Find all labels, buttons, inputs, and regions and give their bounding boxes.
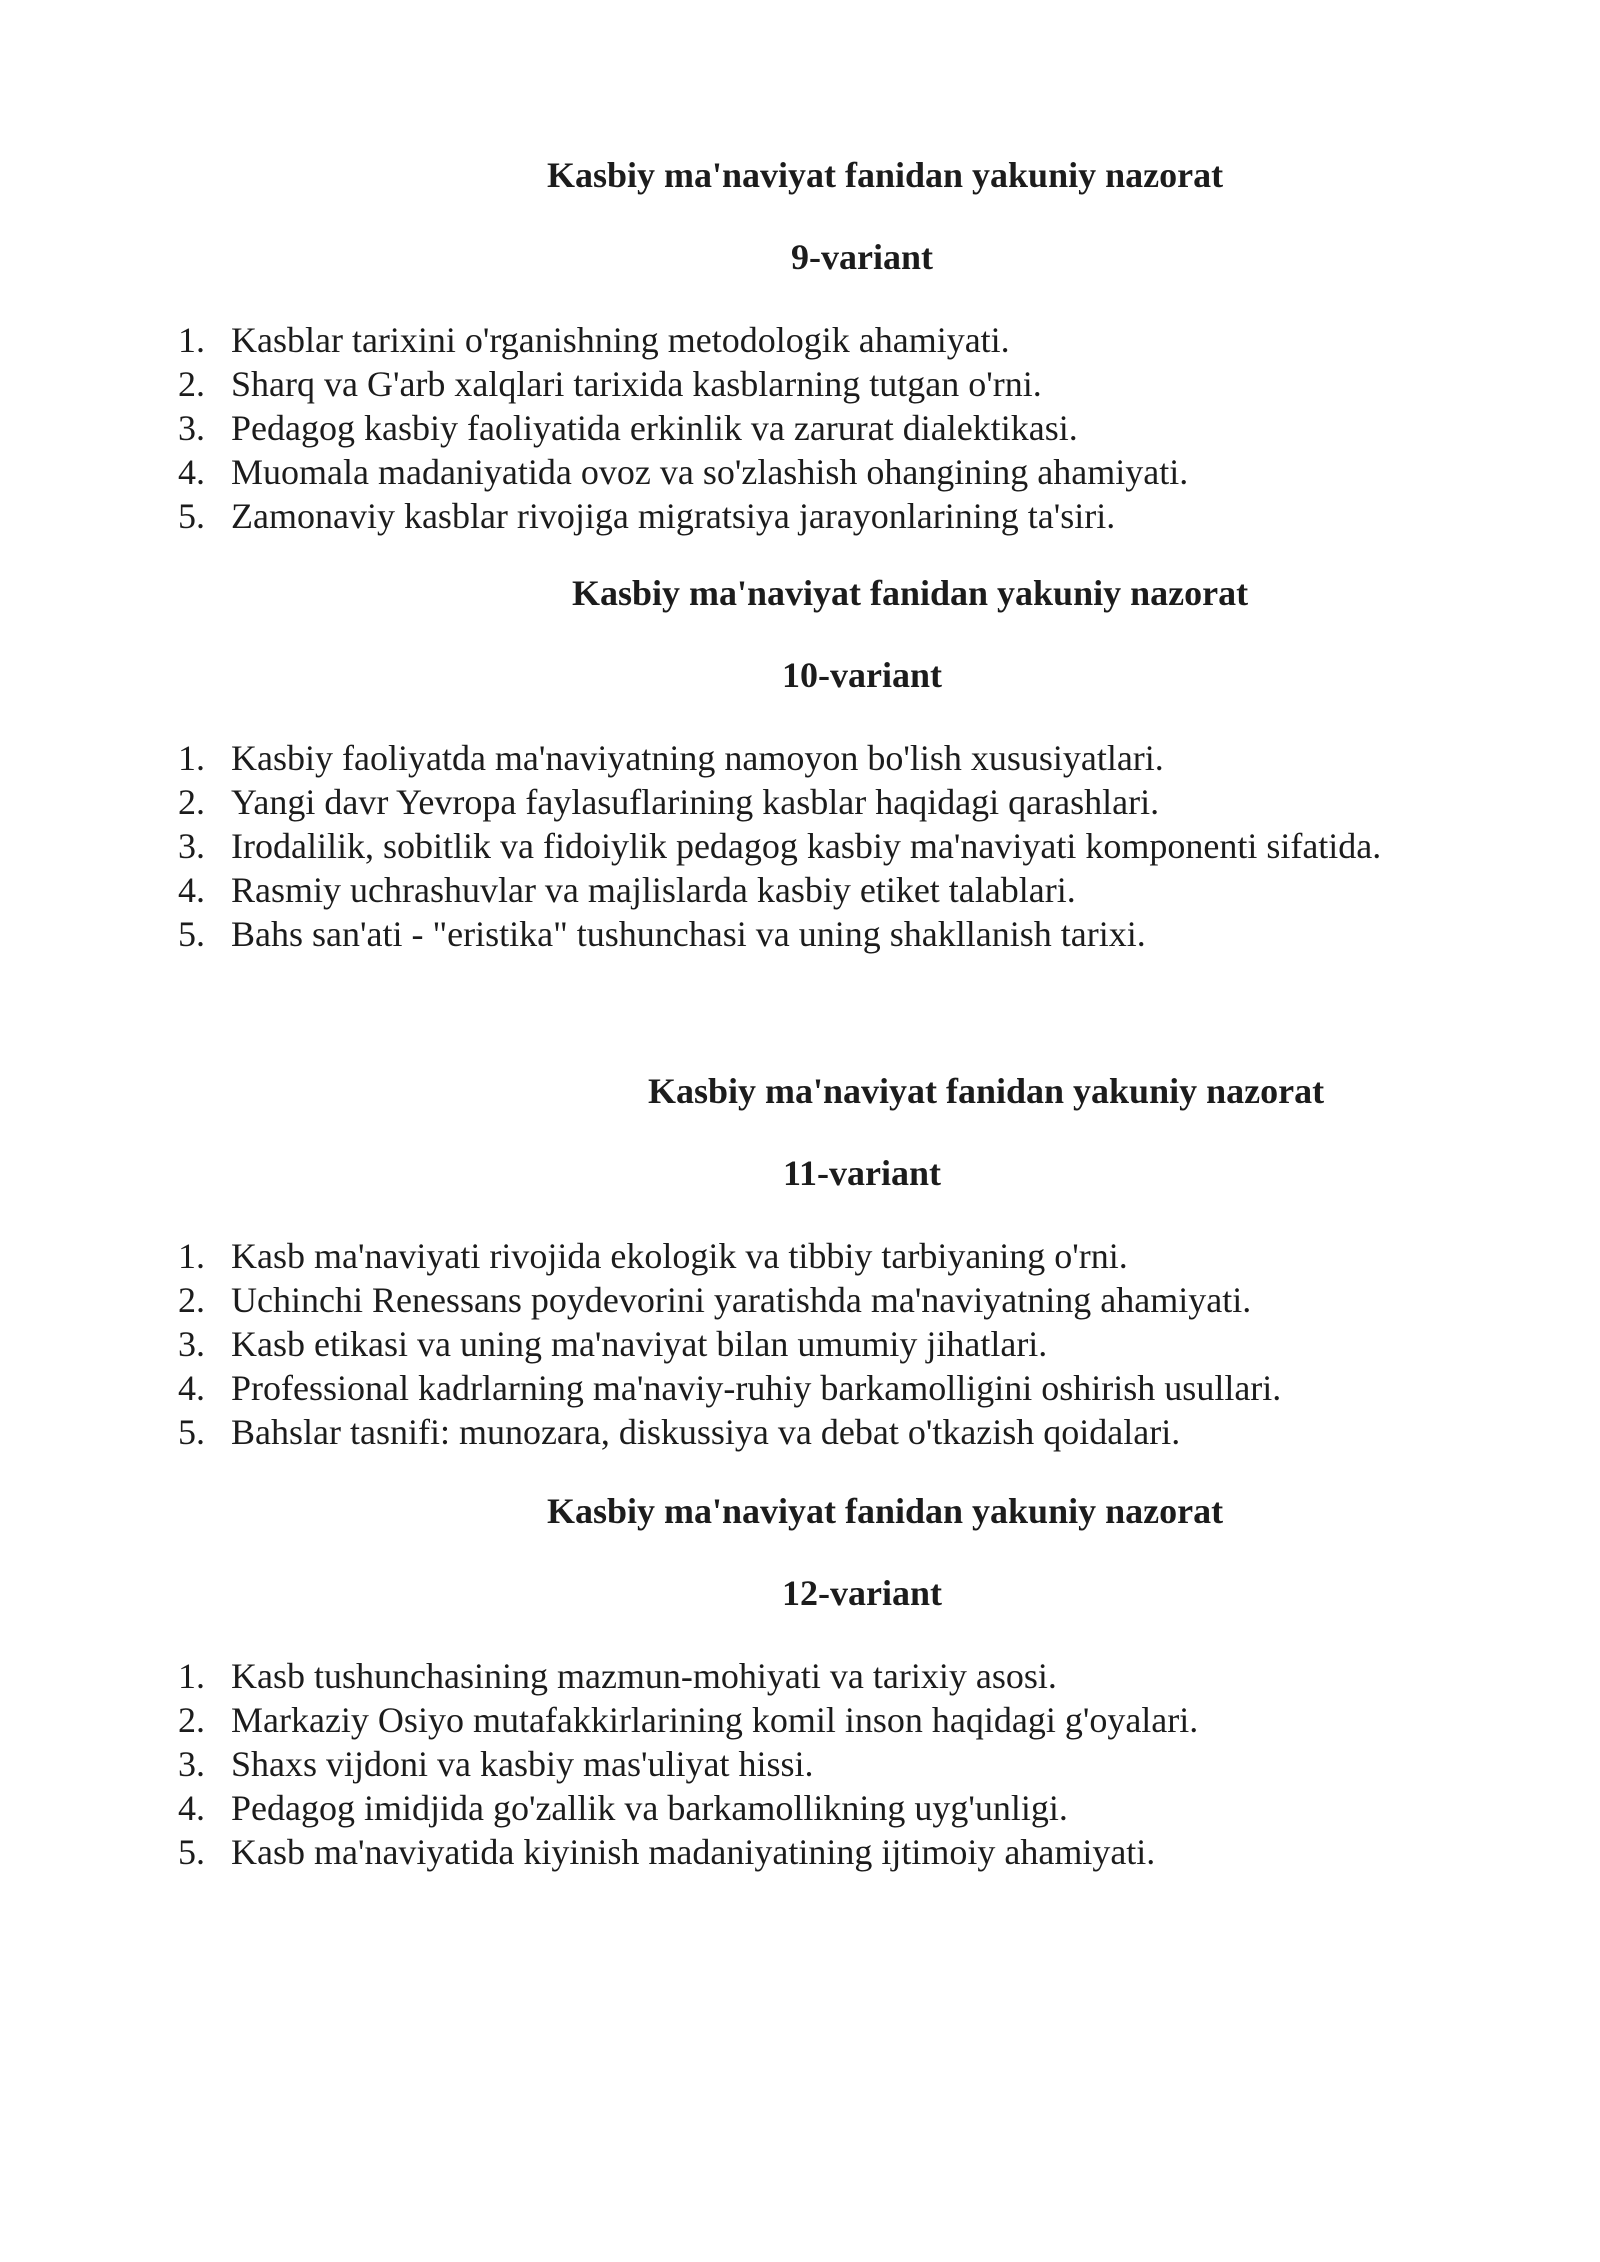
variant-label: 11-variant (783, 1153, 941, 1193)
section-title: Kasbiy ma'naviyat fanidan yakuniy nazorat (571, 573, 1249, 613)
question-text: Markaziy Osiyo mutafakkirlarining komil inson haqidagi g'oyalari. (231, 1700, 1199, 1740)
question-text: Kasb ma'naviyatida kiyinish madaniyatining ijtimoiy ahamiyati. (231, 1832, 1156, 1872)
list-item: 1. Kasblar tarixini o'rganishning metodologik ahamiyati. (178, 320, 1010, 360)
list-item: 5. Kasb ma'naviyatida kiyinish madaniyatining ijtimoiy ahamiyati. (178, 1832, 1156, 1872)
list-item: 1. Kasb tushunchasining mazmun-mohiyati va tarixiy asosi. (178, 1656, 1057, 1696)
variant-label: 9-variant (791, 237, 933, 277)
list-item: 2. Yangi davr Yevropa faylasuflarining kasblar haqidagi qarashlari. (178, 782, 1160, 822)
question-text: Muomala madaniyatida ovoz va so'zlashish ohangining ahamiyati. (231, 452, 1189, 492)
question-text: Shaxs vijdoni va kasbiy mas'uliyat hissi. (231, 1744, 814, 1784)
list-item: 3. Shaxs vijdoni va kasbiy mas'uliyat hissi. (178, 1744, 814, 1784)
question-text: Pedagog imidjida go'zallik va barkamollikning uyg'unligi. (231, 1788, 1068, 1828)
list-item: 4. Rasmiy uchrashuvlar va majlislarda kasbiy etiket talablari. (178, 870, 1076, 910)
list-item: 3. Pedagog kasbiy faoliyatida erkinlik va zarurat dialektikasi. (178, 408, 1078, 448)
question-text: Rasmiy uchrashuvlar va majlislarda kasbiy etiket talablari. (231, 870, 1076, 910)
list-item: 4. Muomala madaniyatida ovoz va so'zlashish ohangining ahamiyati. (178, 452, 1189, 492)
list-item: 5. Bahs san'ati - "eristika" tushunchasi va uning shakllanish tarixi. (178, 914, 1146, 954)
question-list (178, 318, 1188, 538)
question-text: Kasb ma'naviyati rivojida ekologik va tibbiy tarbiyaning o'rni. (231, 1236, 1128, 1276)
question-list (178, 1654, 1198, 1874)
question-text: Zamonaviy kasblar rivojiga migratsiya jarayonlarining ta'siri. (231, 496, 1116, 536)
list-item: 3. Kasb etikasi va uning ma'naviyat bilan umumiy jihatlari. (178, 1324, 1048, 1364)
question-list (178, 1234, 1281, 1454)
list-item: 4. Pedagog imidjida go'zallik va barkamollikning uyg'unligi. (178, 1788, 1068, 1828)
list-item: 2. Sharq va G'arb xalqlari tarixida kasblarning tutgan o'rni. (178, 364, 1042, 404)
variant-label: 10-variant (782, 655, 942, 695)
section-title: Kasbiy ma'naviyat fanidan yakuniy nazorat (647, 1071, 1325, 1111)
question-text: Uchinchi Renessans poydevorini yaratishda ma'naviyatning ahamiyati. (231, 1280, 1252, 1320)
section-title: Kasbiy ma'naviyat fanidan yakuniy nazorat (546, 1491, 1224, 1531)
question-text: Professional kadrlarning ma'naviy-ruhiy barkamolligini oshirish usullari. (231, 1368, 1282, 1408)
question-list (178, 736, 1381, 956)
question-text: Sharq va G'arb xalqlari tarixida kasblarning tutgan o'rni. (231, 364, 1042, 404)
list-item: 1. Kasbiy faoliyatda ma'naviyatning namoyon bo'lish xususiyatlari. (178, 738, 1164, 778)
list-item: 3. Irodalilik, sobitlik va fidoiylik pedagog kasbiy ma'naviyati komponenti sifatida. (178, 826, 1382, 866)
question-text: Bahslar tasnifi: munozara, diskussiya va debat o'tkazish qoidalari. (231, 1412, 1181, 1452)
question-text: Yangi davr Yevropa faylasuflarining kasblar haqidagi qarashlari. (231, 782, 1160, 822)
question-text: Bahs san'ati - "eristika" tushunchasi va uning shakllanish tarixi. (231, 914, 1146, 954)
list-item: 1. Kasb ma'naviyati rivojida ekologik va tibbiy tarbiyaning o'rni. (178, 1236, 1128, 1276)
question-text: Kasbiy faoliyatda ma'naviyatning namoyon bo'lish xususiyatlari. (231, 738, 1164, 778)
list-item: 5. Zamonaviy kasblar rivojiga migratsiya jarayonlarining ta'siri. (178, 496, 1116, 536)
question-text: Irodalilik, sobitlik va fidoiylik pedagog kasbiy ma'naviyati komponenti sifatida. (231, 826, 1382, 866)
question-text: Pedagog kasbiy faoliyatida erkinlik va zarurat dialektikasi. (231, 408, 1078, 448)
list-item: 5. Bahslar tasnifi: munozara, diskussiya va debat o'tkazish qoidalari. (178, 1412, 1181, 1452)
question-text: Kasblar tarixini o'rganishning metodologik ahamiyati. (231, 320, 1010, 360)
section-title: Kasbiy ma'naviyat fanidan yakuniy nazorat (546, 155, 1224, 195)
variant-label: 12-variant (782, 1573, 942, 1613)
list-item: 4. Professional kadrlarning ma'naviy-ruhiy barkamolligini oshirish usullari. (178, 1368, 1282, 1408)
question-text: Kasb etikasi va uning ma'naviyat bilan umumiy jihatlari. (231, 1324, 1048, 1364)
list-item: 2. Uchinchi Renessans poydevorini yaratishda ma'naviyatning ahamiyati. (178, 1280, 1252, 1320)
question-text: Kasb tushunchasining mazmun-mohiyati va tarixiy asosi. (231, 1656, 1057, 1696)
list-item: 2. Markaziy Osiyo mutafakkirlarining komil inson haqidagi g'oyalari. (178, 1700, 1199, 1740)
